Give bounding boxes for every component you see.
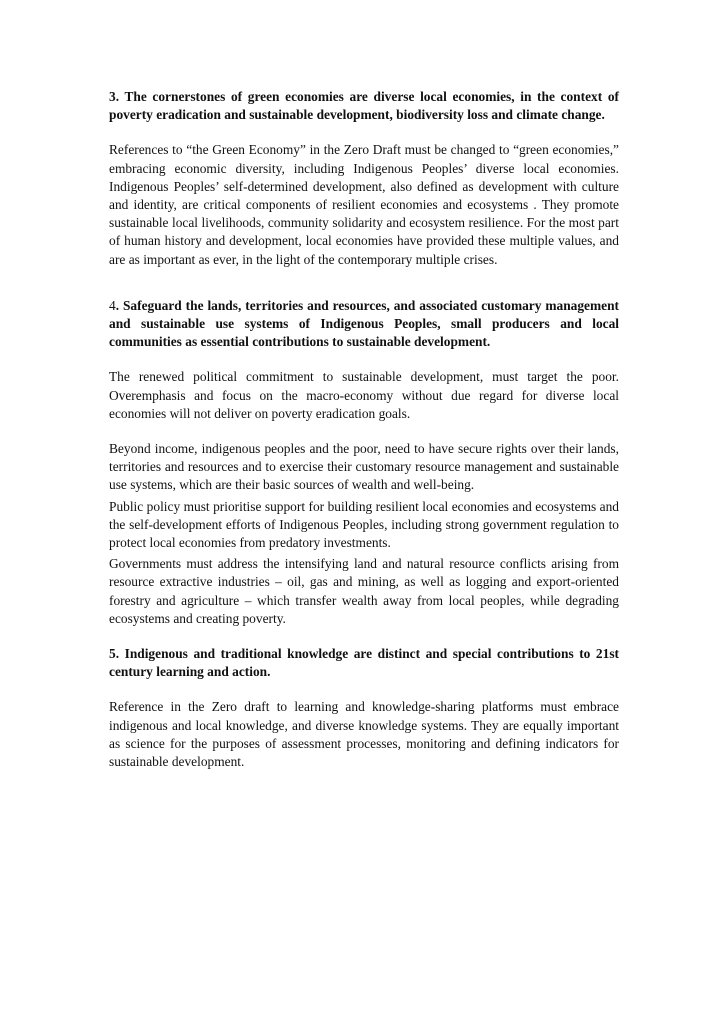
section-4-heading-text: . Safeguard the lands, territories and resources, and associated customary management and sustainable use systems of Indigenous Peoples, small producers and local communities as essential contributions to sustainable development. bbox=[109, 297, 619, 350]
section-4-paragraph: Governments must address the intensifying land and natural resource conflicts arising from resource extractive industries – oil, gas and mining, as well as logging and export-oriented forestry and agriculture – which transfer wealth away from local peoples, while degrading ecosystems and creating poverty. bbox=[109, 556, 619, 626]
section-4-heading bbox=[109, 297, 619, 352]
section-4-paragraph: The renewed political commitment to sustainable development, must target the poor. Overemphasis and focus on the macro-economy without due regard for diverse local economies will not deliver on poverty eradication goals. bbox=[109, 369, 619, 421]
section-4-paragraph: Public policy must prioritise support for building resilient local economies and ecosystems and the self-development efforts of Indigenous Peoples, including strong government regulation to protect local economies from predatory investments. bbox=[109, 498, 619, 551]
section-4-number: 4 bbox=[109, 297, 116, 313]
section-5-paragraph: Reference in the Zero draft to learning and knowledge-sharing platforms must embrace indigenous and local knowledge, and diverse knowledge systems. They are equally important as science for the purposes of assessment processes, monitoring and defining indicators for sustainable development. bbox=[109, 699, 619, 770]
section-3-heading: 3. The cornerstones of green economies are diverse local economies, in the context of poverty eradication and sustainable development, biodiversity loss and climate change. bbox=[109, 89, 619, 123]
section-4-paragraph: Beyond income, indigenous peoples and the poor, need to have secure rights over their lands, territories and resources and to exercise their customary resource management and sustainable use systems, which are their basic sources of wealth and well-being. bbox=[109, 441, 619, 493]
section-5-heading: 5. Indigenous and traditional knowledge are distinct and special contributions to 21st century learning and action. bbox=[109, 646, 619, 680]
section-3-paragraph: References to “the Green Economy” in the Zero Draft must be changed to “green economies,” embracing economic diversity, including Indigenous Peoples’ diverse local economies. Indigenous Peoples’ self-determined development, also defined as development with culture and identity, are critical components of resilient economies and ecosystems . They promote sustainable local livelihoods, community solidarity and ecosystem resilience. For the most part of human history and development, local economies have provided these multiple values, and are as important as ever, in the light of the contemporary multiple crises. bbox=[109, 142, 619, 267]
document-body bbox=[109, 88, 619, 771]
